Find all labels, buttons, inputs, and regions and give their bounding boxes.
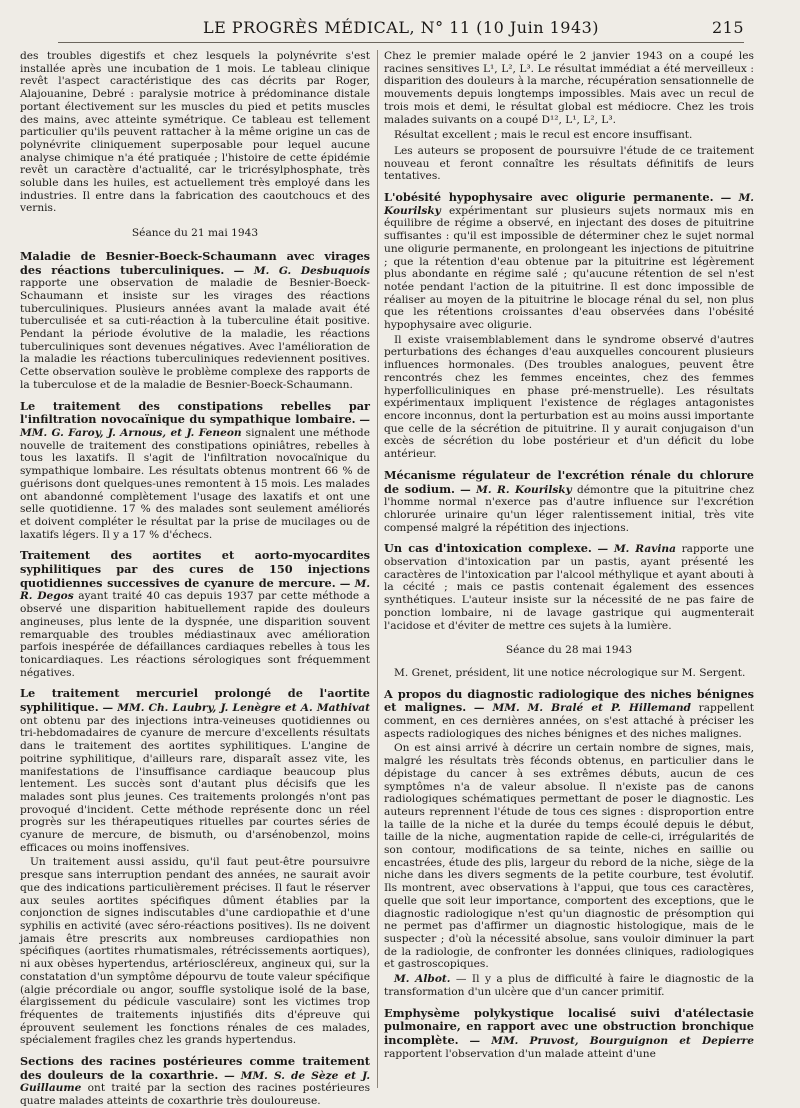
article-aortites-cyanure	[20, 549, 370, 679]
article-title: L'obésité hypophysaire avec oligurie permanente.	[384, 190, 714, 205]
article-author: — MM. Ch. Laubry, J. Lenègre et A. Mathivat	[102, 702, 370, 715]
continued-paragraph: Les auteurs se proposent de poursuivre l'étude de ce traitement nouveau et feront connaître les résultats définitifs de leurs tentatives.	[384, 144, 754, 183]
article-author: — M. R. Kourilsky	[460, 483, 572, 496]
article-author: — MM. S. de Sèze et J. Guillaume	[20, 1069, 371, 1095]
article-emphyseme	[384, 1007, 754, 1061]
page-header	[58, 18, 744, 43]
article-title: Le traitement des constipations rebelles par l'infiltration novocaïnique du sympathique lombaire.	[20, 398, 370, 427]
column-divider	[377, 50, 378, 1088]
article-title: Emphysème polykystique localisé suivi d'atélectasie pulmonaire, en rapport avec une obstruction bronchique incomplète.	[384, 1005, 754, 1047]
intro-paragraph: des troubles digestifs et chez lesquels la polynévrite s'est installée après une incubation de 1 mois. Le tableau clinique revêt l'aspect caractéristique des cas décrits par Roger, Alajouanine, Debré : paralysie motrice à prédominance distale portant électivement sur les muscles du pied et petits muscles des mains, avec atteinte symétrique. Ce tableau est tellement particulier qu'ils peuvent rattacher à la même origine un cas de polynévrite cliniquement superposable pour lequel aucune analyse chimique n'a été pratiquée ; l'histoire de cette épidémie revêt un caractère d'actualité, car le tricrésylphosphate, très soluble dans les huiles, est actuellement très employé dans les industries. Il entre dans la fabrication des caoutchoucs et des vernis.	[20, 50, 370, 215]
seance-heading-21-mai: Séance du 21 mai 1943	[131, 227, 259, 240]
article-title: A propos du diagnostic radiologique des niches bénignes et malignes.	[384, 686, 754, 715]
article-title: Le traitement mercuriel prolongé de l'aortite syphilitique.	[20, 686, 370, 715]
article-title: Sections des racines postérieures comme traitement des douleurs de la coxarthrie.	[20, 1054, 370, 1082]
article-text: expérimentant sur plusieurs sujets normaux mis en équilibre de régime a observé, en injectant des doses de pituitrine suffisantes : qu'il est impossible de déterminer chez le sujet normal une oligurie permanente, en prolongeant les injections de pituitrine ; que la rétention d'eau obtenue par la pituitrine est légèrement plus abondante en régime salé ; qu'aucune rétention de sel n'est notée pendant l'action de la pituitrine. Il est donc impossible de réaliser au moyen de la pituitrine le blocage rénal du sel, non plus que les rétentions croissantes d'eau observées dans l'obésité hypophysaire avec oligurie.	[384, 204, 754, 332]
seance-heading-28-mai: Séance du 28 mai 1943	[505, 644, 633, 657]
article-text: ayant traité 40 cas depuis 1937 par cette méthode a observé une disparition habituellement rapide des douleurs angineuses, plus lente de la dyspnée, une disparition souvent remarquable des troubles médiastinaux avec amélioration parfois inespérée de défaillances cardiaques rebelles à tous les tonicardiaques. Les réactions sérologiques sont fréquemment négatives.	[20, 590, 370, 679]
article-author: — M. Kourilsky	[384, 192, 754, 217]
article-paragraph: Un traitement aussi assidu, qu'il faut peut-être poursuivre presque sans interruption pendant des années, ne saurait avoir que des indications particulièrement précises. Il faut le réserver aux seules aortites spécifiques dûment établies par la conjonction de signes indiscutables d'une cardiopathie et d'une syphilis en activité (avec séro-réactions positives). Ils ne doivent jamais être prescrits aux nombreuses cardiopathies non spécifiques (aortites rhumatismales, rétrécissements aortiques), ni aux obèses hypertendus, artérioscléreux, angineux qui, sur la constatation d'un symptôme dépourvu de toute valeur spécifique (algie précordiale ou angor, souffle systolique isolé de la base, élargissement du pédicule vasculaire) sont les victimes trop fréquentes de traitements injustifiés dits d'épreuve qui éprouvent seulement les fonctions rénales de ces malades, spécialement fragiles chez les grands hypertendus.	[20, 856, 370, 1047]
article-niches	[384, 688, 754, 999]
article-author: — M. G. Desbuquois	[233, 264, 370, 277]
article-intoxication	[384, 542, 754, 632]
article-text: rapporte une observation de maladie de Besnier-Boeck-Schaumann et insiste sur les virages des réactions tuberculiniques. Plusieurs années avant la malade avait été tuberculisée et sa cuti-réaction à la tuberculine était positive. Pendant la période évolutive de la maladie, les réactions tuberculiniques sont devenues négatives. Avec l'amélioration de la maladie les réactions tuberculiniques redeviennent positives. Cette observation soulève le problème complexe des rapports de la tuberculose et de la maladie de Besnier-Boeck-Schaumann.	[20, 277, 370, 391]
article-author: — M. Ravina	[597, 543, 676, 556]
article-text: ont obtenu par des injections intra-veineuses quotidiennes ou tri-hebdomadaires de cyanure de mercure d'excellents résultats dans le traitement des aortites syphilitiques. L'angine de poitrine syphilitique, d'ailleurs rare, disparaît assez vite, les manifestations de l'insuffisance cardiaque beaucoup plus lentement. Les succès sont d'autant plus décisifs que les malades sont plus jeunes. Ces traitements prolongés n'ont pas provoqué d'incident. Cette méthode représente donc un réel progrès sur les thérapeutiques rituelles par courtes séries de cyanure de mercure, de bismuth, ou d'arsénobenzol, moins efficaces ou moins inoffensives.	[20, 714, 370, 854]
article-mercuriel-prolonge	[20, 687, 370, 1047]
article-text: rapportent l'observation d'un malade atteint d'une	[384, 1047, 656, 1060]
grenet-paragraph: M. Grenet, président, lit une notice nécrologique sur M. Sergent.	[394, 666, 746, 679]
left-column	[20, 50, 371, 1108]
albot-text: — Il y a plus de difficulté à faire le diagnostic de la transformation d'un ulcère que d'un cancer primitif.	[384, 973, 754, 998]
article-paragraph: Il existe vraisemblablement dans le syndrome observé d'autres perturbations des échanges d'eau auxquelles concourent plusieurs influences hormonales. (Des troubles analogues, peuvent être rencontrés chez les femmes enceintes, chez des femmes hyperfolliculiniques en phase pré-menstruelle). Les résultats expérimentaux impliquent l'existence de réglages antagonistes encore inconnus, dont la perturbation est au moins aussi importante que celle de la sécrétion de pituitrine. Il y aurait conjugaison d'un excès de sécrétion du lobe postérieur et d'un déficit du lobe antérieur.	[384, 333, 754, 461]
albot-author: M. Albot.	[394, 973, 451, 986]
article-text: ont traité par la section des racines postérieures quatre malades atteints de coxarthrie très douloureuse.	[20, 1082, 371, 1108]
article-text: rappellent comment, en ces dernières années, on s'est attaché à préciser les aspects radiologiques des niches bénignes et des niches malignes.	[384, 702, 754, 740]
article-text: signalent une méthode nouvelle de traitement des constipations opiniâtres, rebelles à tous les laxatifs. Il s'agit de l'infiltration novocaïnique du sympathique lombaire. Les résultats obtenus montrent 66 % de guérisons dont quelques-unes remontent à 15 mois. Les malades ont abandonné complètement l'usage des laxatifs et ont une selle quotidienne. 17 % des malades sont seulement améliorés et doivent compléter le résultat par la prise de mucilages ou de laxatifs légers. Il y a 17 % d'échecs.	[20, 426, 370, 541]
article-author: — MM. M. Bralé et P. Hillemand	[473, 702, 691, 715]
article-title: Un cas d'intoxication complexe.	[384, 541, 592, 556]
article-title: Traitement des aortites et aorto-myocardites syphilitiques par des cures de 150 injections quotidiennes successives de cyanure de mercure.	[20, 548, 370, 590]
continued-paragraph: Chez le premier malade opéré le 2 janvier 1943 on a coupé les racines sensitives L¹, L², L³. Le résultat immédiat a été merveilleux : disparition des douleurs à la marche, récupération sensationnelle de mouvements depuis longtemps impossibles. Mais avec un recul de trois mois et demi, le résultat global est médiocre. Chez les trois malades suivants on a coupé D¹², L¹, L², L³.	[384, 50, 754, 126]
right-column	[384, 50, 754, 1090]
article-constipations	[20, 400, 370, 542]
article-text: démontre que la pituitrine chez l'homme normal n'exerce pas d'autre influence sur l'excrétion chlorurée urinaire qu'un léger ralentissement initial, très vite compensé malgré la répétition des injections.	[384, 483, 754, 534]
article-author: — M. R. Degos	[20, 577, 371, 603]
article-author: — MM. G. Faroy, J. Arnous, et J. Feneon	[20, 414, 370, 439]
article-title: Maladie de Besnier-Boeck-Schaumann avec virages des réactions tuberculiniques.	[20, 248, 370, 277]
continued-paragraph: Résultat excellent ; mais le recul est encore insuffisant.	[394, 129, 693, 142]
article-text: rapporte une observation d'intoxication par un pastis, ayant présenté les caractères de l'intoxication par l'alcool méthylique et ayant abouti à la cécité ; mais ce pastis contenait également des essences synthétiques. L'auteur insiste sur la nécessité de ne pas faire de ponction lombaire, ni de lavage gastrique qui augmenterait l'acidose et d'éviter de mettre ces sujets à la lumière.	[384, 543, 754, 632]
article-obesite-hypophysaire	[384, 191, 754, 461]
article-racines-posterieures	[20, 1055, 370, 1108]
journal-title: LE PROGRÈS MÉDICAL, N° 11 (10 Juin 1943)	[202, 18, 600, 37]
article-paragraph: On est ainsi arrivé à décrire un certain nombre de signes, mais, malgré les résultats très féconds obtenus, en particulier dans le dépistage du cancer à ses extrêmes débuts, aucun de ces symptômes n'a de valeur absolue. Il n'existe pas de canons radiologiques schématiques permettant de poser le diagnostic. Les auteurs reprennent l'étude de tous ces signes : disproportion entre la taille de la niche et la durée du temps écoulé depuis le début, taille de la niche, augmentation rapide de celle-ci, irrégularités de son contour, modifications de sa teinte, niches en saillie ou encastrées, étude des plis, largeur du rebord de la niche, siège de la niche dans les divers segments de la petite courbure, test évolutif. Ils montrent, avec observations à l'appui, que tous ces caractères, quelle que soit leur importance, comportent des exceptions, que le diagnostic radiologique n'est qu'un diagnostic de présomption qui ne permet pas d'affirmer un diagnostic histologique, mais de le suspecter ; d'où la nécessité absolue, sans vouloir diminuer la part de la radiologie, de confronter les données cliniques, radiologiques et gastroscopiques.	[384, 742, 754, 971]
article-author: — MM. Pruvost, Bourguignon et Depierre	[469, 1034, 754, 1047]
article-title: Mécanisme régulateur de l'excrétion rénale du chlorure de sodium.	[384, 467, 754, 496]
article-chlorure-sodium	[384, 469, 754, 535]
article-besnier-boeck	[20, 250, 370, 392]
page-number: 215	[711, 18, 744, 37]
